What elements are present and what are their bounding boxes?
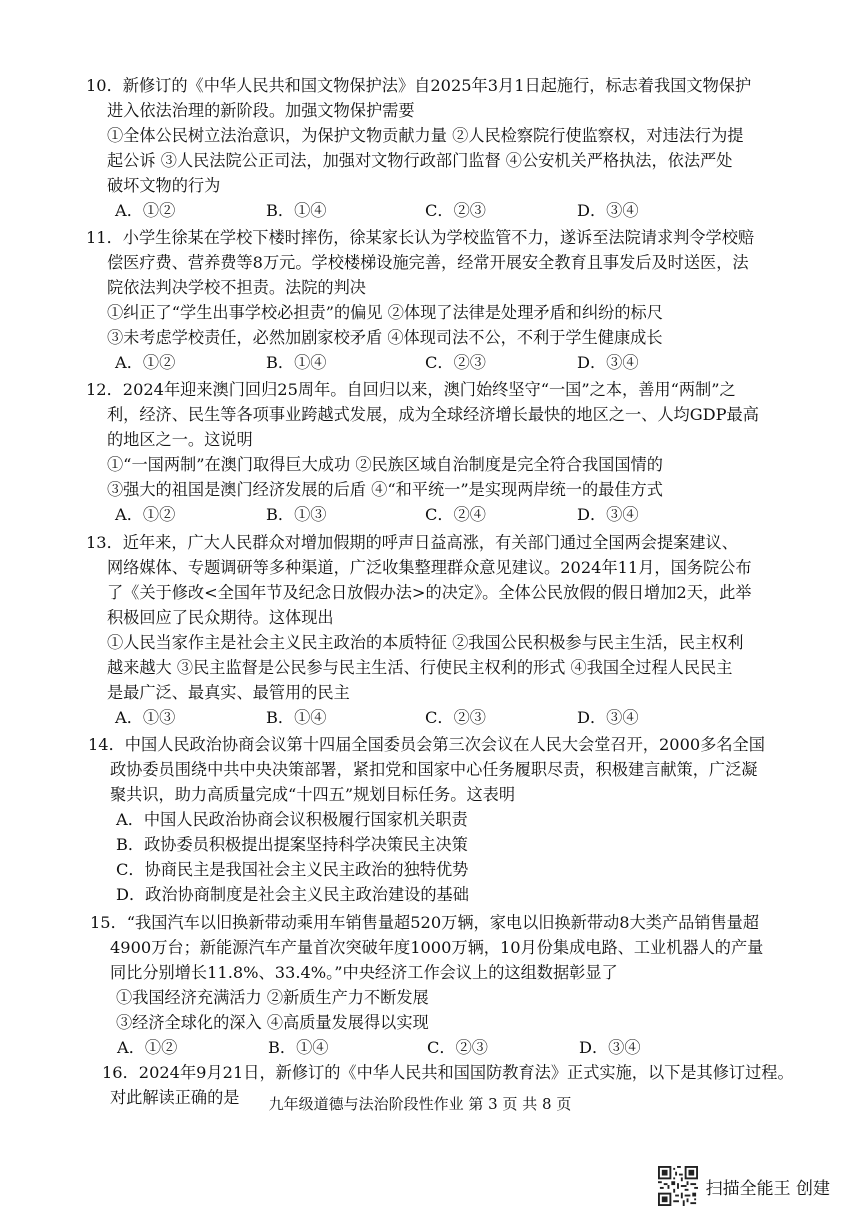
- footer-text: 九年级道德与法治阶段性作业 第 3 页 共 8 页: [268, 1095, 572, 1113]
- choice-b: B．政协委员积极提出提案坚持科学决策民主决策: [116, 835, 468, 854]
- question-line: 偿医疗费、营养费等8万元。学校楼梯设施完善，经常开展安全教育且事发后及时送医，法: [107, 253, 749, 272]
- choice-d: D．政治协商制度是社会主义民主政治建设的基础: [116, 885, 469, 904]
- question-line: 是最广泛、最真实、最管用的民主: [107, 683, 350, 702]
- question-line: 了《关于修改<全国年节及纪念日放假办法>的决定》。全体公民放假的假日增加2天，此举: [107, 583, 752, 602]
- question-line: ①“一国两制”在澳门取得巨大成功 ②民族区域自治制度是完全符合我国国情的: [107, 455, 663, 474]
- question-line: ①纠正了“学生出事学校必担责”的偏见 ②体现了法律是处理矛盾和纠纷的标尺: [107, 303, 663, 322]
- option-b: B．①④: [266, 353, 327, 372]
- page-footer: [0, 1094, 860, 1114]
- watermark-text: 扫描全能王 创建: [705, 1178, 830, 1199]
- question-line: 院依法判决学校不担责。法院的判决: [107, 278, 366, 297]
- option-d: D．③④: [579, 1038, 641, 1057]
- option-c: C．②④: [425, 505, 486, 524]
- question-line: 4900万台；新能源汽车产量首次突破年度1000万辆，10月份集成电路、工业机器人的产量: [110, 938, 764, 957]
- option-c: C．②③: [425, 708, 486, 727]
- question-line: ①全体公民树立法治意识，为保护文物贡献力量 ②人民检察院行使监察权，对违法行为提: [107, 126, 744, 145]
- question-line: 进入依法治理的新阶段。加强文物保护需要: [107, 101, 415, 120]
- question-line: ①人民当家作主是社会主义民主政治的本质特征 ②我国公民积极参与民主生活，民主权利: [107, 633, 744, 652]
- option-a: A．①②: [115, 201, 176, 220]
- question-line: 16．2024年9月21日，新修订的《中华人民共和国国防教育法》正式实施，以下是其修订过程。: [102, 1063, 794, 1082]
- question-line: 11．小学生徐某在学校下楼时摔伤，徐某家长认为学校监管不力，遂诉至法院请求判令学校赔: [86, 228, 755, 247]
- question-line: 起公诉 ③人民法院公正司法，加强对文物行政部门监督 ④公安机关严格执法，依法严处: [107, 151, 733, 170]
- question-line: 聚共识，助力高质量完成“十四五”规划目标任务。这表明: [110, 785, 516, 804]
- question-line: 政协委员围绕中共中央决策部署，紧扣党和国家中心任务履职尽责，积极建言献策，广泛凝: [110, 760, 758, 779]
- question-line: 破坏文物的行为: [107, 176, 221, 195]
- qr-code-icon: [658, 1166, 698, 1206]
- question-line: 利，经济、民生等各项事业跨越式发展，成为全球经济增长最快的地区之一、人均GDP最高: [107, 405, 759, 424]
- option-b: B．①③: [266, 505, 327, 524]
- question-line: 的地区之一。这说明: [107, 430, 253, 449]
- question-line: 越来越大 ③民主监督是公民参与民主生活、行使民主权利的形式 ④我国全过程人民民主: [107, 658, 733, 677]
- question-line: 15．“我国汽车以旧换新带动乘用车销售量超520万辆，家电以旧换新带动8大类产品销售量超: [90, 913, 760, 932]
- option-b: B．①④: [268, 1038, 329, 1057]
- option-b: B．①④: [266, 708, 327, 727]
- question-line: 同比分别增长11.8%、33.4%。”中央经济工作会议上的这组数据彰显了: [110, 963, 618, 982]
- scanner-watermark: [658, 1166, 830, 1206]
- option-d: D．③④: [577, 353, 639, 372]
- option-d: D．③④: [577, 708, 639, 727]
- question-line: ③经济全球化的深入 ④高质量发展得以实现: [116, 1013, 429, 1032]
- option-a: A．①②: [115, 505, 176, 524]
- option-d: D．③④: [577, 505, 639, 524]
- option-d: D．③④: [577, 201, 639, 220]
- question-line: ①我国经济充满活力 ②新质生产力不断发展: [116, 988, 429, 1007]
- question-line: 网络媒体、专题调研等多种渠道，广泛收集整理群众意见建议。2024年11月，国务院公布: [107, 558, 752, 577]
- question-line: 10．新修订的《中华人民共和国文物保护法》自2025年3月1日起施行，标志着我国文物保护: [86, 76, 752, 95]
- question-line: 对此解读正确的是: [110, 1088, 240, 1107]
- choice-c: C．协商民主是我国社会主义民主政治的独特优势: [116, 860, 469, 879]
- option-b: B．①④: [266, 201, 327, 220]
- option-a: A．①②: [115, 353, 176, 372]
- choice-a: A．中国人民政治协商会议积极履行国家机关职责: [116, 810, 468, 829]
- option-a: A．①③: [115, 708, 176, 727]
- question-line: 积极回应了民众期待。这体现出: [107, 608, 334, 627]
- option-c: C．②③: [425, 353, 486, 372]
- option-c: C．②③: [425, 201, 486, 220]
- question-line: 12．2024年迎来澳门回归25周年。自回归以来，澳门始终坚守“一国”之本，善用“两制”之: [86, 380, 736, 399]
- question-line: ③未考虑学校责任，必然加剧家校矛盾 ④体现司法不公，不利于学生健康成长: [107, 328, 663, 347]
- question-line: 13．近年来，广大人民群众对增加假期的呼声日益高涨，有关部门通过全国两会提案建议、: [86, 533, 738, 552]
- option-a: A．①②: [117, 1038, 178, 1057]
- question-line: 14．中国人民政治协商会议第十四届全国委员会第三次会议在人民大会堂召开，2000多名全国: [88, 735, 765, 754]
- question-line: ③强大的祖国是澳门经济发展的后盾 ④“和平统一”是实现两岸统一的最佳方式: [107, 480, 663, 499]
- option-c: C．②③: [427, 1038, 488, 1057]
